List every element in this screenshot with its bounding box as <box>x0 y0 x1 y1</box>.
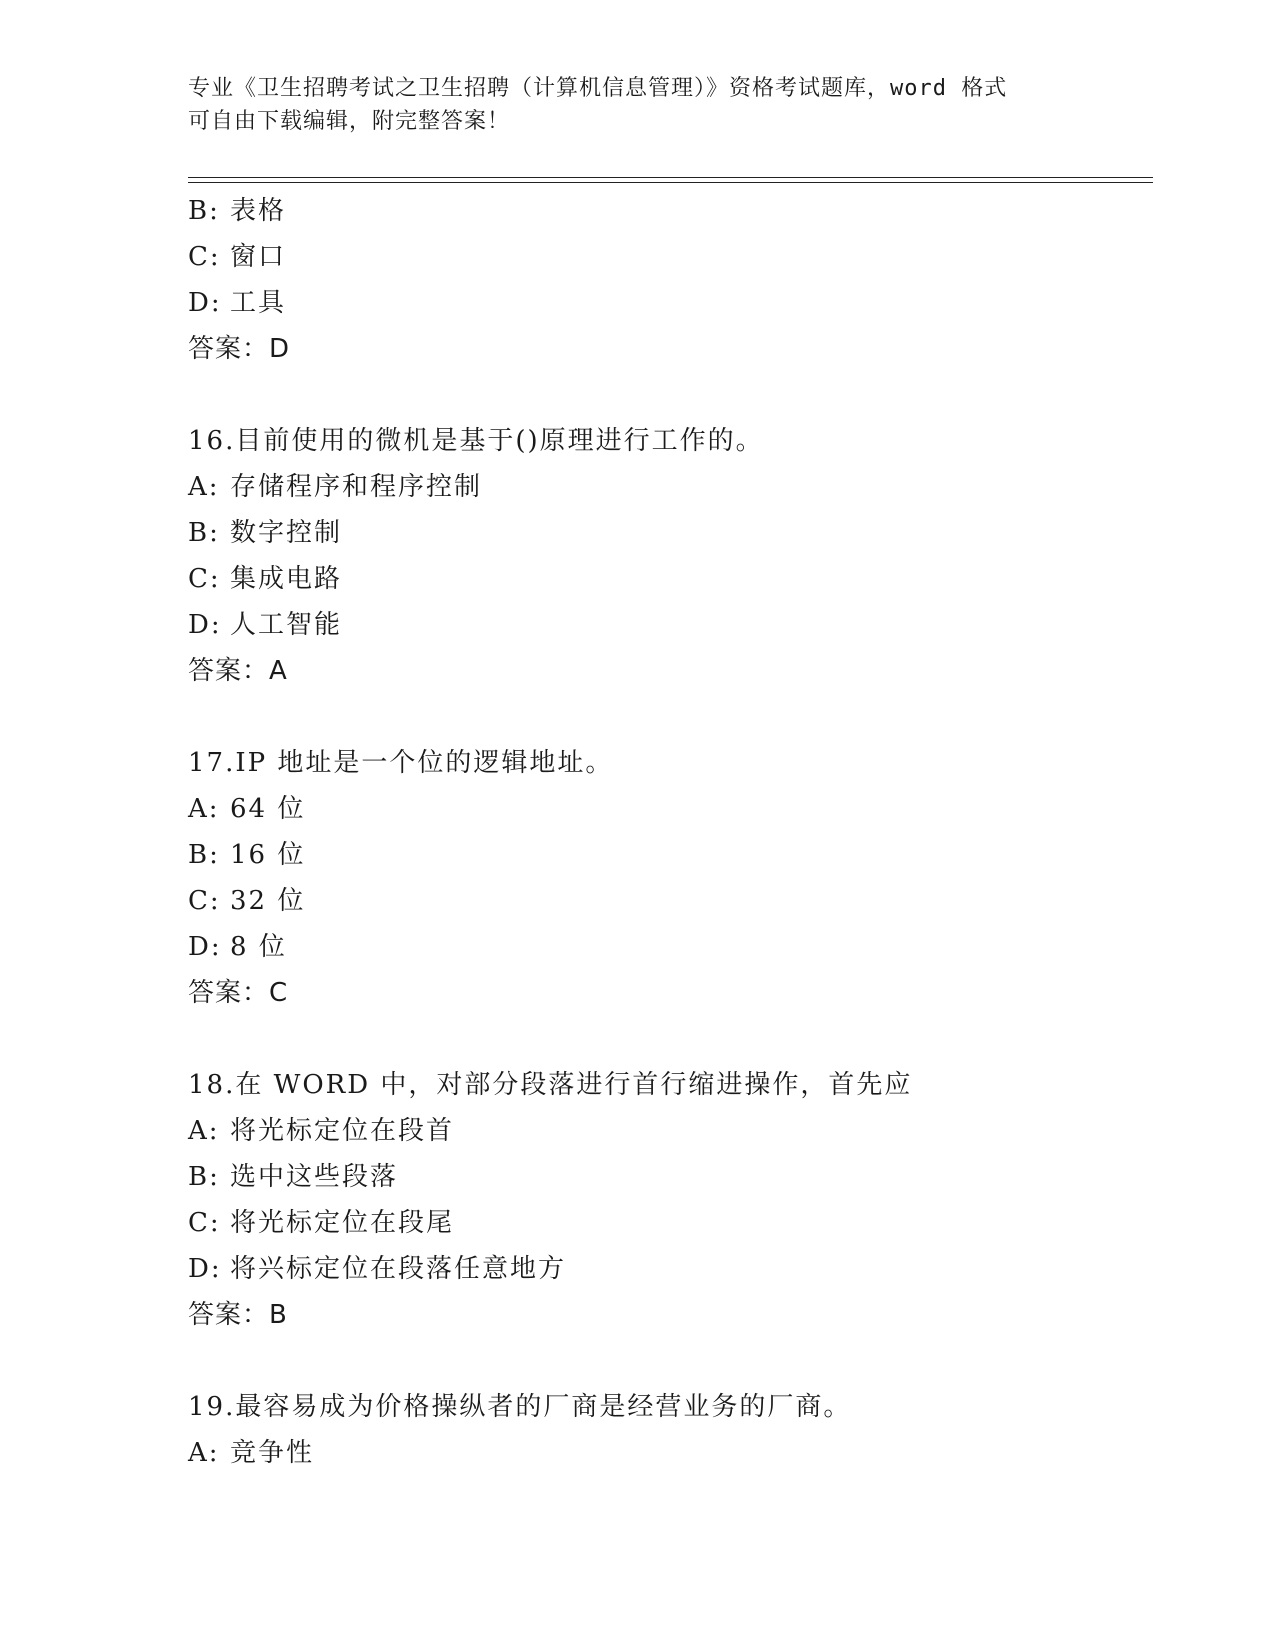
option-letter: A: <box>188 1438 220 1468</box>
option-text: 32 位 <box>230 886 306 916</box>
spacer <box>188 372 1148 418</box>
option-text: 8 位 <box>230 932 287 962</box>
spacer <box>188 1016 1148 1062</box>
option-text: 16 位 <box>230 840 306 870</box>
question-text: 16.目前使用的微机是基于()原理进行工作的。 <box>188 426 764 456</box>
option-c <box>188 878 1148 924</box>
option-text: 64 位 <box>230 794 306 824</box>
question-text: 17.IP 地址是一个位的逻辑地址。 <box>188 748 614 778</box>
spacer <box>188 694 1148 740</box>
option-text: 将兴标定位在段落任意地方 <box>230 1254 567 1284</box>
option-letter: B: <box>188 518 220 548</box>
option-b <box>188 1154 1148 1200</box>
option-text: 数字控制 <box>230 518 343 548</box>
question-15-tail <box>188 188 1148 372</box>
option-c <box>188 556 1148 602</box>
answer-line: 答案：D <box>188 334 291 364</box>
option-d <box>188 924 1148 970</box>
option-text: 将光标定位在段首 <box>230 1116 455 1146</box>
question-16 <box>188 418 1148 694</box>
question-18 <box>188 1062 1148 1338</box>
question-text: 18.在 WORD 中，对部分段落进行首行缩进操作，首先应 <box>188 1070 913 1100</box>
option-a <box>188 1430 1148 1476</box>
option-letter: C: <box>188 242 221 272</box>
option-letter: C: <box>188 886 221 916</box>
option-d <box>188 602 1148 648</box>
option-b <box>188 188 1148 234</box>
option-text: 人工智能 <box>230 610 343 640</box>
option-text: 窗口 <box>230 242 287 272</box>
header-divider-bottom <box>188 182 1153 183</box>
option-text: 存储程序和程序控制 <box>230 472 483 502</box>
option-text: 竞争性 <box>230 1438 315 1468</box>
option-letter: A: <box>188 472 220 502</box>
option-letter: B: <box>188 840 220 870</box>
option-letter: B: <box>188 196 220 226</box>
question-text: 19.最容易成为价格操纵者的厂商是经营业务的厂商。 <box>188 1392 852 1422</box>
option-letter: B: <box>188 1162 220 1192</box>
option-letter: D: <box>188 1254 222 1284</box>
option-d <box>188 1246 1148 1292</box>
option-c <box>188 1200 1148 1246</box>
option-letter: A: <box>188 1116 220 1146</box>
answer-line: 答案：C <box>188 978 289 1008</box>
option-letter: C: <box>188 564 221 594</box>
option-b <box>188 832 1148 878</box>
header-line-1: 专业《卫生招聘考试之卫生招聘（计算机信息管理）》资格考试题库，word 格式 <box>188 76 1008 101</box>
option-text: 表格 <box>230 196 287 226</box>
option-letter: D: <box>188 610 222 640</box>
option-text: 集成电路 <box>230 564 343 594</box>
question-17 <box>188 740 1148 1016</box>
spacer <box>188 1338 1148 1384</box>
question-19 <box>188 1384 1148 1476</box>
answer-line: 答案：A <box>188 656 288 686</box>
option-letter: C: <box>188 1208 221 1238</box>
option-letter: D: <box>188 288 222 318</box>
document-header <box>188 72 1068 138</box>
option-letter: A: <box>188 794 220 824</box>
option-letter: D: <box>188 932 222 962</box>
option-c <box>188 234 1148 280</box>
option-a <box>188 786 1148 832</box>
question-list <box>188 188 1148 1476</box>
option-text: 将光标定位在段尾 <box>230 1208 455 1238</box>
option-d <box>188 280 1148 326</box>
answer-line: 答案：B <box>188 1300 288 1330</box>
option-b <box>188 510 1148 556</box>
option-text: 选中这些段落 <box>230 1162 399 1192</box>
header-line-2: 可自由下载编辑，附完整答案！ <box>188 109 511 134</box>
header-divider-top <box>188 177 1153 178</box>
option-text: 工具 <box>230 288 287 318</box>
option-a <box>188 464 1148 510</box>
option-a <box>188 1108 1148 1154</box>
